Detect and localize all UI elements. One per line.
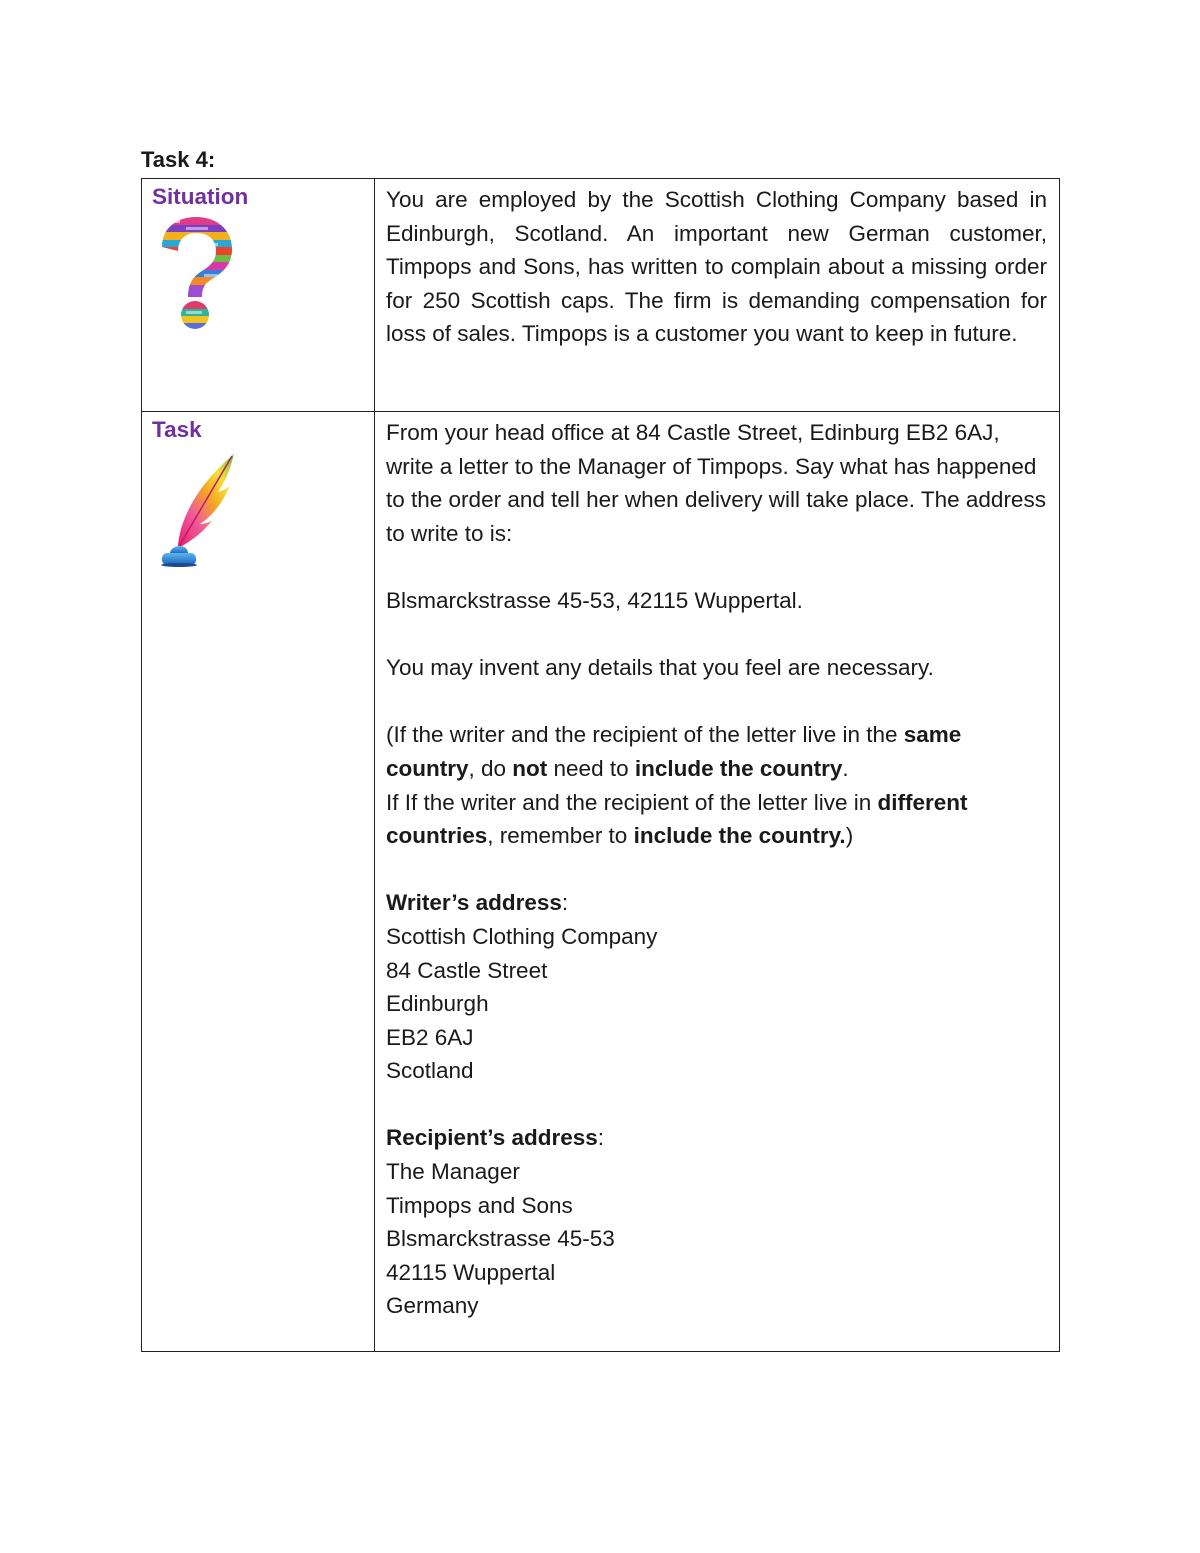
task-note-same-country: (If the writer and the recipient of the letter live in the same country, do not need to include the country. [386, 722, 962, 781]
task-intro: From your head office at 84 Castle Street, Edinburg EB2 6AJ, write a letter to the Manager of Timpops. Say what has happened to the order and tell her when delivery will take place. The address to write to is: [386, 420, 1046, 546]
recipient-address-line: The Manager [386, 1159, 520, 1185]
situation-row [142, 179, 1060, 412]
question-mark-word-cloud-icon [156, 217, 364, 337]
writer-address-line: EB2 6AJ [386, 1024, 474, 1050]
recipient-address-line: 42115 Wuppertal [386, 1259, 556, 1285]
situation-label-cell [142, 179, 375, 412]
task-content-cell [375, 412, 1060, 1352]
recipient-address-line: Timpops and Sons [386, 1192, 573, 1218]
writer-address-line: 84 Castle Street [386, 957, 548, 983]
task-table [141, 178, 1060, 1352]
writer-address-line: Scotland [386, 1058, 474, 1084]
writer-address-line: Edinburgh [386, 991, 489, 1017]
recipient-address-label: Recipient’s address: [386, 1125, 605, 1151]
task-note-different-country: If If the writer and the recipient of the letter live in different countries, remember to include the country.) [386, 789, 968, 849]
task-invent-note: You may invent any details that you feel are necessary. [386, 655, 934, 681]
task-row [142, 412, 1060, 1352]
task-heading: Task 4: [141, 147, 216, 172]
task-label-cell [142, 412, 375, 1352]
task-label: Task [152, 417, 202, 442]
writer-address-line: Scottish Clothing Company [386, 923, 658, 949]
quill-and-inkwell-icon [156, 450, 364, 573]
situation-content-cell [375, 179, 1060, 412]
task-address-line: Blsmarckstrasse 45-53, 42115 Wuppertal. [386, 587, 803, 613]
situation-label: Situation [152, 184, 249, 209]
recipient-address-line: Germany [386, 1293, 479, 1319]
recipient-address-line: Blsmarckstrasse 45-53 [386, 1226, 615, 1252]
writer-address-label: Writer’s address: [386, 890, 569, 916]
situation-text: You are employed by the Scottish Clothing Company based in Edinburgh, Scotland. An important new German customer, Timpops and Sons, has written to complain about a missing order for 250 Scottish caps. The firm is demanding compensation for loss of sales. Timpops is a customer you want to keep in future. [386, 187, 1047, 347]
